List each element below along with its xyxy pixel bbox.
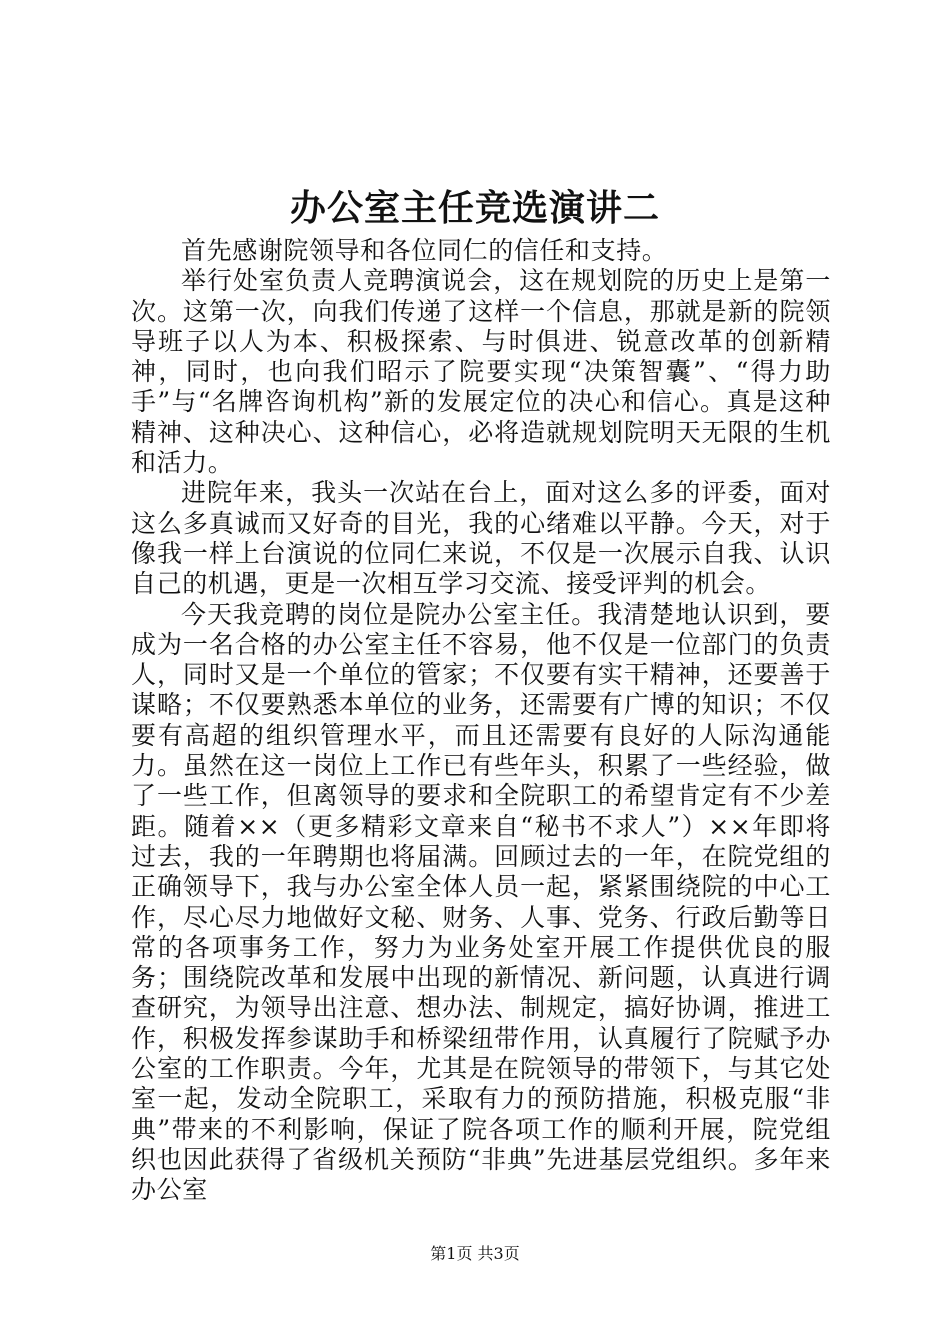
paragraph-1: 首先感谢院领导和各位同仁的信任和支持。 [181,236,668,265]
paragraph-4: 今天我竞聘的岗位是院办公室主任。我清楚地认识到，要成为一名合格的办公室主任不容易，他不仅是一位部门的负责人，同时又是一个单位的管家；不仅要有实干精神，还要善于谋略；不仅要熟悉本单位的业务，还需要有广博的知识；不仅要有高超的组织管理水平，而且还需要有良好的人际沟通能力。虽然在这一岗位上工作已有些年头，积累了一些经验，做了一些工作，但离领导的要求和全院职工的希望肯定有不少差距。随着××（更多精彩文章来自“秘书不求人”）××年即将过去，我的一年聘期也将届满。回顾过去的一年，在院党组的正确领导下，我与办公室全体人员一起，紧紧围绕院的中心工作，尽心尽力地做好文秘、财务、人事、党务、行政后勤等日常的各项事务工作，努力为业务处室开展工作提供优良的服务；围绕院改革和发展中出现的新情况、新问题，认真进行调查研究，为领导出注意、想办法、制规定，搞好协调，推进工作，积极发挥参谋助手和桥梁纽带作用，认真履行了院赋予办公室的工作职责。今年，尤其是在院领导的带领下，与其它处室一起，发动全院职工，采取有力的预防措施，积极克服“非典”带来的不利影响，保证了院各项工作的顺利开展，院党组织也因此获得了省级机关预防“非典”先进基层党组织。多年来办公室 [131,599,831,1205]
page-title: 办公室主任竞选演讲二 [289,187,660,229]
paragraph-2: 举行处室负责人竞聘演说会，这在规划院的历史上是第一次。这第一次，向我们传递了这样一个信息，那就是新的院领导班子以人为本、积极探索、与时俱进、锐意改革的创新精神，同时，也向我们昭示了院要实现“决策智囊”、“得力助手”与“名牌咨询机构”新的发展定位的决心和信心。真是这种精神、这种决心、这种信心，必将造就规划院明天无限的生机和活力。 [131,266,831,478]
page-number-footer: 第1页 共3页 [430,1244,520,1263]
document-body [131,236,831,1206]
paragraph-3: 进院年来，我头一次站在台上，面对这么多的评委，面对这么多真诚而又好奇的目光，我的心绪难以平静。今天，对于像我一样上台演说的位同仁来说，不仅是一次展示自我、认识自己的机遇，更是一次相互学习交流、接受评判的机会。 [131,478,831,599]
